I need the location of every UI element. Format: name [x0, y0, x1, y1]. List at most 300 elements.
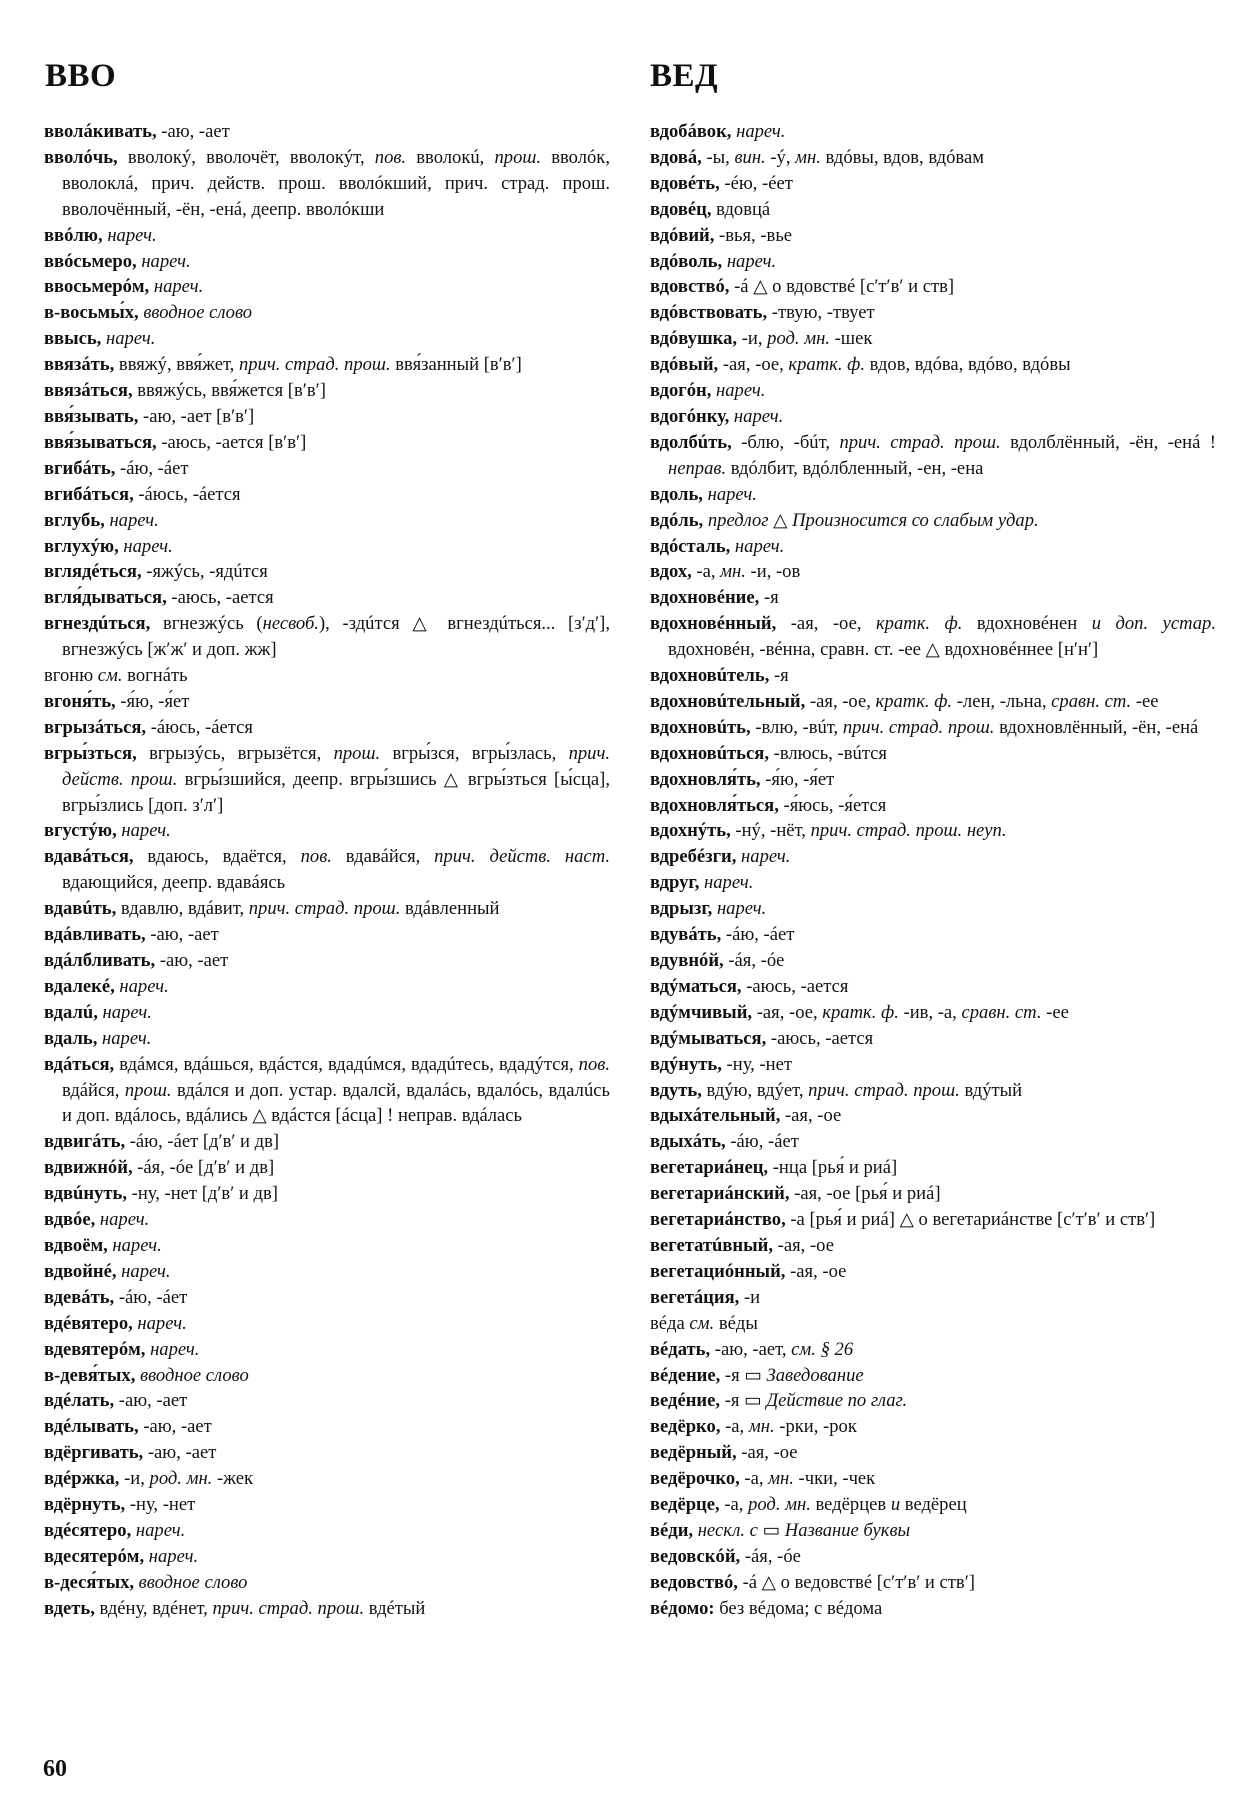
headword: ведовствó, [650, 1571, 738, 1593]
right-guide-word: ВЕД [650, 58, 719, 94]
headword: вдóль, [650, 509, 704, 531]
headword: ведёрце, [650, 1494, 720, 1516]
headword: ввязáть, [44, 354, 115, 376]
headword: вдовá, [650, 146, 702, 168]
dictionary-entry [44, 1414, 610, 1440]
entry-forms: вволóк, вволоклá, прич. действ. прош. вволóкший, прич. страд. прош. вволочённый, -ён, -енá, деепр. вволóкши [62, 146, 610, 220]
dictionary-entry [44, 119, 610, 145]
entry-forms: -чки, -чек [793, 1468, 876, 1490]
dictionary-entry [650, 352, 1216, 378]
dictionary-entry [650, 741, 1216, 767]
headword: вдвигáть, [44, 1131, 126, 1153]
headword: вдобáвок, [650, 121, 732, 142]
entry-note: прич. действ. наст. [434, 846, 610, 868]
headword: вегетариáнство, [650, 1209, 786, 1231]
right-column [650, 119, 1216, 1622]
dictionary-entry [650, 1492, 1216, 1518]
dictionary-entry [650, 171, 1216, 197]
headword: вегетáция, [650, 1286, 740, 1308]
headword: вегетациóнный, [650, 1260, 786, 1282]
entry-note: нареч. [699, 872, 754, 894]
entry-forms: -ы, [701, 146, 735, 168]
entry-forms: вгры́зся, вгры́злась, [380, 742, 569, 764]
headword: вдýмчивый, [650, 1001, 753, 1023]
entry-forms: -вья, -вье [714, 224, 793, 246]
entry-note: кратк. ф. [822, 1001, 899, 1023]
headword: вдвойнé, [44, 1260, 117, 1282]
dictionary-entry [44, 1492, 610, 1518]
headword: вéди, [650, 1519, 694, 1541]
dictionary-entry [650, 1259, 1216, 1285]
entry-note: прич. страд. прош. [808, 1079, 960, 1101]
headword: вегетатúвный, [650, 1234, 774, 1256]
entry-forms: вдéну, вдéнет, [94, 1597, 213, 1619]
entry-forms: -я́ю, -я́ет [760, 768, 835, 790]
dictionary-entry [44, 249, 610, 275]
dictionary-entry [44, 1570, 610, 1596]
headword: вдруг, [650, 872, 700, 894]
dictionary-entry [44, 508, 610, 534]
entry-forms: -ив, -а, [898, 1001, 962, 1023]
headword: вгля́дываться, [44, 587, 167, 609]
entry-forms: вгнезжýсь ( [150, 613, 263, 635]
dictionary-entry [650, 1544, 1216, 1570]
entry-note: прич. страд. прош. [842, 716, 995, 738]
entry-forms: -áюсь, -áется [133, 483, 241, 505]
entry-note: прич. страд. прош. [839, 431, 1001, 453]
dictionary-entry [44, 1052, 610, 1130]
headword: вдéлывать, [44, 1416, 139, 1438]
entry-note: род. мн. [149, 1468, 213, 1490]
headword: вгустýю, [44, 820, 117, 842]
entry-note: нареч. [97, 1027, 152, 1049]
entry-note: сравн. ст. [961, 1001, 1042, 1023]
entry-note: нареч. [712, 898, 767, 920]
entry-note: прич. страд. прош. [238, 354, 391, 376]
headword: вдохновúтельный, [650, 690, 806, 712]
dictionary-entry [44, 1000, 610, 1026]
entry-note: нареч. [730, 535, 785, 557]
entry-forms: без вéдома; с вéдома [714, 1597, 883, 1619]
headword: вдохновéние, [650, 587, 760, 609]
entry-note: мн. [748, 1416, 775, 1438]
entry-note: сравн. ст. [1051, 690, 1132, 712]
dictionary-entry [44, 534, 610, 560]
dictionary-entry [44, 663, 610, 689]
headword: ввязáться, [44, 380, 133, 402]
headword: вдребéзги, [650, 846, 737, 868]
headword: в-девя́тых, [44, 1364, 136, 1386]
entry-forms: вдáйся, [62, 1079, 125, 1101]
dictionary-entry [650, 611, 1216, 663]
dictionary-entry [44, 1207, 610, 1233]
dictionary-entry [650, 508, 1216, 534]
dictionary-entry [650, 948, 1216, 974]
entry-note: нареч. [132, 1312, 187, 1334]
headword: вдéсятеро, [44, 1519, 132, 1541]
dictionary-entry [44, 1440, 610, 1466]
headword: вдáться, [44, 1053, 115, 1075]
headword: ведéние, [650, 1390, 721, 1412]
entry-forms: -ая, -ое [773, 1234, 834, 1256]
entry-note: мн. [720, 561, 746, 583]
headword: вдрызг, [650, 898, 713, 920]
entry-forms: -и, [737, 328, 768, 350]
dictionary-entry [650, 1000, 1216, 1026]
headword: вдýмываться, [650, 1027, 767, 1049]
entry-forms: вéды [714, 1312, 758, 1334]
headword: вгоню [44, 665, 94, 687]
dictionary-entry [44, 715, 610, 741]
entry-note: нареч. [97, 1001, 152, 1023]
entry-note: прич. страд. прош. [212, 1597, 365, 1619]
dictionary-entry [650, 767, 1216, 793]
entry-forms: -я́юсь, -я́ется [778, 794, 887, 816]
entry-forms: -áю, -áет [721, 924, 795, 946]
headword: вдýматься, [650, 975, 742, 997]
entry-note: пов. [374, 146, 407, 168]
entry-forms: -ну, -нет [721, 1053, 792, 1075]
entry-note: нареч. [101, 328, 156, 350]
entry-note: нареч. [118, 535, 173, 557]
entry-forms: ввяжýсь, ввя́жется [вʹвʹ] [132, 380, 326, 402]
entry-note: нареч. [131, 1519, 186, 1541]
entry-forms: -нца [рья́ и риá] [768, 1157, 898, 1179]
entry-forms: -влюсь, -вúтся [768, 742, 887, 764]
entry-forms: вдáмся, вдáшься, вдáстся, вдадúмся, вдадúтесь, вдадýтся, [114, 1053, 579, 1075]
headword: вегетариáнец, [650, 1157, 769, 1179]
entry-note: кратк. ф. [875, 690, 953, 712]
entry-forms: вогнáть [122, 665, 188, 687]
dictionary-entry [44, 1337, 610, 1363]
entry-forms: -ая, -ое [736, 1442, 798, 1464]
entry-note: нареч. [722, 250, 777, 272]
dictionary-entry [650, 1596, 1216, 1622]
entry-forms: -éю, -éет [719, 172, 793, 194]
headword: вдохновúться, [650, 742, 769, 764]
dictionary-entry [650, 274, 1216, 300]
headword: вгнездúться, [44, 613, 151, 635]
headword: вдалекé, [44, 975, 115, 997]
entry-note: нареч. [136, 250, 191, 272]
entry-note: нареч. [729, 405, 784, 427]
headword: вдóсталь, [650, 535, 731, 557]
entry-note: ▭ Действие по глаг. [744, 1390, 908, 1412]
dictionary-entry [44, 585, 610, 611]
entry-note: прич. действ. прош. [62, 742, 610, 790]
entry-forms: -аюсь, -ается [766, 1027, 874, 1049]
entry-forms: вдов, вдóва, вдóво, вдóвы [865, 354, 1071, 376]
entry-note: прич. страд. прош. неуп. [810, 820, 1007, 842]
dictionary-entry [44, 741, 610, 819]
headword: ведёрко, [650, 1416, 721, 1438]
dictionary-entry [650, 1440, 1216, 1466]
headword: вдохновúтель, [650, 665, 770, 687]
entry-forms: ввяжý, ввя́жет, [114, 354, 239, 376]
entry-note: нареч. [149, 276, 204, 298]
headword: в-восьмы́х, [44, 302, 139, 324]
entry-forms: вдáлся и доп. устар. вдалсй, вдалáсь, вдалóсь, вдалúсь и доп. вдáлось, вдáлись △ вдáстся [áсца] ! неправ. вдáлась [62, 1079, 610, 1127]
entry-forms: вдохновéн, -вéнна, сравн. ст. -ее △ вдохновéннее [нʹнʹ] [668, 639, 1099, 661]
headword: вволóчь, [44, 146, 118, 168]
entry-forms: -твую, -твует [767, 302, 875, 324]
entry-forms: -аюсь, -ается [166, 587, 274, 609]
dictionary-entry [44, 378, 610, 404]
entry-note: см. § 26 [791, 1338, 854, 1360]
headword: вдох, [650, 561, 692, 583]
headword: вдолбúть, [650, 431, 732, 453]
dictionary-entry [650, 922, 1216, 948]
dictionary-entry [650, 1518, 1216, 1544]
headword: вгры́зться, [44, 742, 137, 764]
entry-note: нареч. [736, 846, 791, 868]
entry-forms: вдавлю, вдáвит, [116, 898, 249, 920]
headword: вдýнуть, [650, 1053, 722, 1075]
entry-forms: ведёрец [900, 1494, 967, 1516]
entry-forms: -а, [739, 1468, 769, 1490]
dictionary-entry [650, 585, 1216, 611]
headword: вдóвий, [650, 224, 715, 246]
entry-note: и [890, 1494, 901, 1516]
headword: вдевятерóм, [44, 1338, 146, 1360]
headword: ввóлю, [44, 224, 103, 246]
entry-forms: -áя, -óе [740, 1545, 801, 1567]
entry-forms: -шек [829, 328, 873, 350]
entry-forms: -а, [719, 1494, 749, 1516]
entry-forms: -аю, -ает [114, 1390, 188, 1412]
left-column [44, 119, 610, 1622]
dictionary-entry [650, 1414, 1216, 1440]
entry-note: вводное слово [138, 302, 253, 324]
entry-forms: вволокú, [406, 146, 495, 168]
dictionary-entry [650, 1026, 1216, 1052]
entry-note: нескл. с ▭ Название буквы [693, 1519, 911, 1541]
entry-forms: -áя, -óе [723, 950, 785, 971]
dictionary-entry [650, 119, 1216, 145]
dictionary-entry [44, 456, 610, 482]
entry-forms: вдáвленный [400, 898, 500, 920]
headword: вдвóе, [44, 1209, 96, 1231]
entry-forms: -блю, -бúт, [731, 431, 840, 453]
headword: вволáкивать, [44, 121, 157, 142]
headword: вдóвствовать, [650, 302, 768, 324]
entry-forms: -á △ о ведовствé [сʹтʹвʹ и ствʹ] [737, 1571, 975, 1593]
entry-forms: вдохновéнен [962, 613, 1092, 635]
entry-note: несвоб. [262, 613, 319, 635]
headword: вдóволь, [650, 250, 723, 272]
entry-forms: -ая, -ое [рья́ и риá] [789, 1183, 941, 1205]
dictionary-entry [44, 818, 610, 844]
entry-forms: вволокý, вволочёт, вволокýт, [117, 146, 375, 168]
dictionary-entry [44, 352, 610, 378]
entry-note: вводное слово [134, 1571, 248, 1593]
headword: вдáлбливать, [44, 950, 156, 971]
entry-forms: вдавáйся, [331, 846, 435, 868]
left-guide-word: ВВО [45, 58, 117, 94]
dictionary-entry [44, 1285, 610, 1311]
entry-forms: -ее [1131, 690, 1159, 712]
dictionary-entry [44, 145, 610, 223]
entry-note: род. мн. [748, 1494, 811, 1516]
entry-forms: -аю, -ает, [710, 1338, 792, 1360]
headword: ввя́зывать, [44, 405, 139, 427]
dictionary-entry [44, 300, 610, 326]
entry-forms: -а, [691, 561, 721, 583]
dictionary-entry [44, 326, 610, 352]
headword: вдувнóй, [650, 950, 724, 971]
dictionary-entry [650, 559, 1216, 585]
entry-note: кратк. ф. [788, 354, 865, 376]
dictionary-entry [650, 1181, 1216, 1207]
dictionary-entry [650, 534, 1216, 560]
entry-note: пов. [578, 1053, 610, 1075]
entry-forms: -влю, -вúт, [750, 716, 843, 738]
headword: вгибáться, [44, 483, 134, 505]
dictionary-entry [650, 197, 1216, 223]
headword: вдáвливать, [44, 924, 146, 946]
dictionary-entry [650, 1052, 1216, 1078]
entry-note: нареч. [711, 380, 766, 402]
headword: вдаль, [44, 1027, 98, 1049]
dictionary-entry [44, 844, 610, 896]
dictionary-entry [650, 844, 1216, 870]
dictionary-entry [650, 1233, 1216, 1259]
entry-note: нареч. [102, 224, 157, 246]
dictionary-entry [650, 249, 1216, 275]
entry-forms: вдóвы, вдов, вдóвам [820, 146, 984, 168]
dictionary-entry [650, 974, 1216, 1000]
headword: вдóвый, [650, 354, 719, 376]
headword: вдеть, [44, 1597, 95, 1619]
entry-forms: -нý, -нёт, [730, 820, 811, 842]
entry-note: прош. [494, 146, 542, 168]
dictionary-entry [44, 1596, 610, 1622]
headword: вдёргивать, [44, 1442, 144, 1464]
entry-note: нареч. [702, 483, 757, 505]
headword: вглухýю, [44, 535, 119, 557]
dictionary-entry [650, 715, 1216, 741]
dictionary-entry [650, 689, 1216, 715]
entry-note: см. [684, 1312, 715, 1334]
entry-forms: вдаюсь, вдаётся, [133, 846, 301, 868]
entry-forms: -рки, -рок [774, 1416, 857, 1438]
headword: вдовствó, [650, 276, 730, 298]
entry-note: нареч. [116, 820, 171, 842]
headword: вéда [650, 1312, 685, 1334]
entry-forms: -аю, -ает [156, 121, 230, 142]
entry-forms: вдóлбит, вдóлбленный, -ен, -ена [726, 457, 984, 479]
entry-forms: -áю, -áет [115, 457, 189, 479]
headword: вдуть, [650, 1079, 702, 1101]
dictionary-entry [650, 482, 1216, 508]
entry-note: мн. [768, 1468, 794, 1490]
headword: вдéржка, [44, 1468, 120, 1490]
entry-forms: -а, [720, 1416, 749, 1438]
entry-forms: вгры́зшийся, деепр. вгры́зшись △ вгры́зться [ы́сца], вгры́злись [доп. зʹлʹ] [62, 768, 610, 816]
headword: вдавáться, [44, 846, 134, 868]
entry-forms: ввя́занный [вʹвʹ] [390, 354, 522, 376]
dictionary-entry [44, 1388, 610, 1414]
dictionary-entry [650, 793, 1216, 819]
dictionary-entry [650, 404, 1216, 430]
dictionary-entry [650, 663, 1216, 689]
dictionary-entry [44, 404, 610, 430]
headword: вдохновúть, [650, 716, 751, 738]
entry-note: неправ. [668, 457, 727, 479]
dictionary-entry [650, 1129, 1216, 1155]
dictionary-entry [650, 145, 1216, 171]
dictionary-entry [44, 430, 610, 456]
entry-note: см. [93, 665, 123, 687]
dictionary-entry [650, 430, 1216, 482]
entry-forms: -ая, -ое, [752, 1001, 823, 1023]
headword: вгибáть, [44, 457, 116, 479]
entry-forms: -áя, -óе [дʹвʹ и дв] [132, 1157, 275, 1179]
entry-forms: -ая, -ое, [776, 613, 876, 635]
headword: вдесятерóм, [44, 1545, 145, 1567]
dictionary-entry [44, 223, 610, 249]
dictionary-entry [44, 1518, 610, 1544]
dictionary-entry [650, 1466, 1216, 1492]
entry-note: нареч. [95, 1209, 150, 1231]
entry-note: кратк. ф. [875, 613, 963, 635]
dictionary-entry [650, 870, 1216, 896]
entry-forms: -я́ю, -я́ет [115, 690, 190, 712]
headword: вдёрнуть, [44, 1494, 126, 1516]
headword: вдвоём, [44, 1234, 108, 1256]
dictionary-entry [650, 1285, 1216, 1311]
headword: вдóвушка, [650, 328, 738, 350]
entry-forms: -аю, -ает [138, 1416, 212, 1438]
headword: вдувáть, [650, 924, 722, 946]
entry-forms: -и, -ов [745, 561, 801, 583]
dictionary-entry [650, 1078, 1216, 1104]
entry-forms: -я [720, 1390, 745, 1412]
entry-forms: -я [759, 587, 779, 609]
entry-forms: вдающийся, деепр. вдавáясь [62, 872, 286, 894]
headword: вглядéться, [44, 561, 142, 583]
headword: вдыхáтельный, [650, 1105, 781, 1127]
entry-forms: -яжýсь, -ядúтся [141, 561, 268, 583]
dictionary-entry [44, 1466, 610, 1492]
dictionary-entry [650, 1570, 1216, 1596]
entry-forms: вдовцá [711, 198, 771, 220]
dictionary-entry [650, 1337, 1216, 1363]
headword: вдалú, [44, 1001, 98, 1023]
entry-note: и доп. устар. [1091, 613, 1216, 635]
entry-forms: -аю, -ает [145, 924, 219, 946]
dictionary-entry [44, 922, 610, 948]
dictionary-entry [44, 1155, 610, 1181]
entry-forms: -ая, -ое, [805, 690, 876, 712]
entry-forms: -я [720, 1364, 745, 1386]
dictionary-entry [44, 1181, 610, 1207]
headword: ввóсьмеро, [44, 250, 137, 272]
entry-note: нареч. [114, 975, 169, 997]
dictionary-entry [44, 1129, 610, 1155]
dictionary-entry [44, 948, 610, 974]
entry-forms: -áюсь, -áется [146, 716, 253, 738]
entry-forms: ведёрцев [810, 1494, 891, 1516]
entry-forms: -áю, -áет [114, 1286, 188, 1308]
entry-note: нареч. [731, 121, 786, 142]
entry-forms: -лен, -льна, [952, 690, 1052, 712]
dictionary-entry [650, 1388, 1216, 1414]
dictionary-entry [650, 1311, 1216, 1337]
dictionary-entry [44, 1544, 610, 1570]
dictionary-entry [44, 1259, 610, 1285]
entry-forms: вдéтый [364, 1597, 426, 1619]
